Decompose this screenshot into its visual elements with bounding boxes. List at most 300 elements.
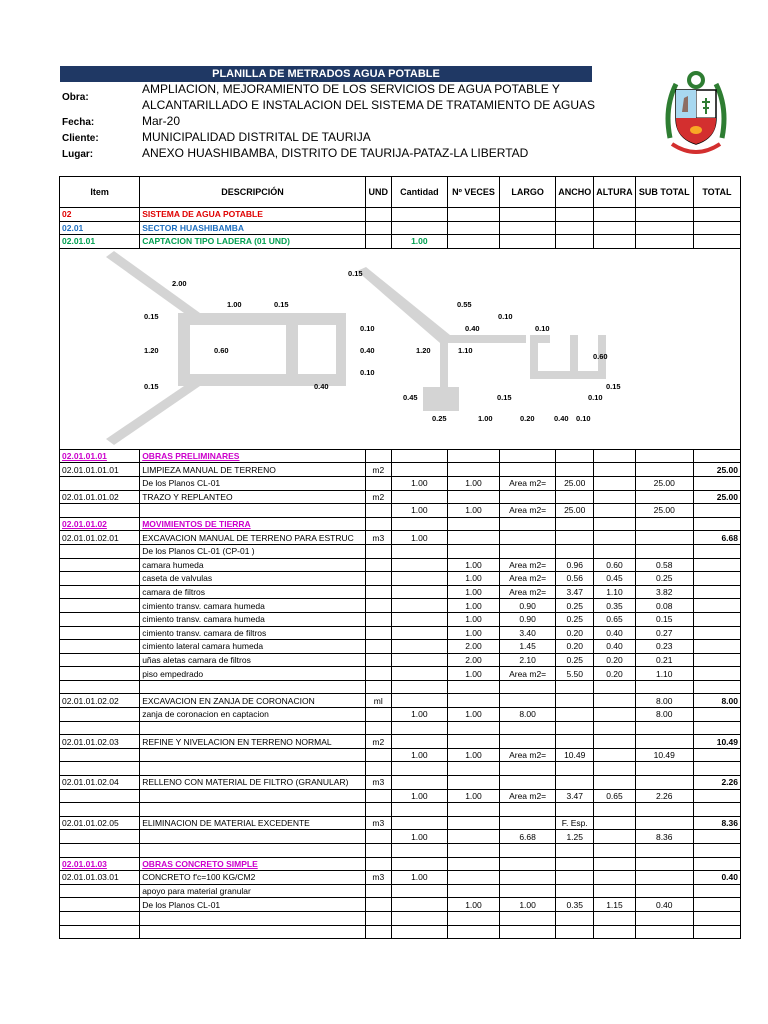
cell-largo xyxy=(500,449,556,463)
cell-largo xyxy=(500,680,556,694)
cell-veces: 1.00 xyxy=(447,599,499,613)
cell-item: 02.01.01.01.01 xyxy=(60,463,140,477)
cell-und xyxy=(365,449,391,463)
cell-cantidad: 1.00 xyxy=(391,708,447,722)
cell-descripcion: camara de filtros xyxy=(140,585,366,599)
cell-largo: Area m2= xyxy=(500,572,556,586)
cell-item xyxy=(60,789,140,803)
cell-ancho: 0.20 xyxy=(556,640,594,654)
col-subtotal: SUB TOTAL xyxy=(635,177,693,208)
cell-descripcion xyxy=(140,721,366,735)
cell-subtotal: 8.36 xyxy=(635,830,693,844)
cell-total xyxy=(693,449,740,463)
cell-descripcion xyxy=(140,680,366,694)
cell-ancho xyxy=(556,544,594,558)
dim-label: 1.20 xyxy=(144,345,159,355)
cell-altura: 0.20 xyxy=(594,653,635,667)
cell-und xyxy=(365,925,391,939)
cell-ancho xyxy=(556,680,594,694)
cell-und xyxy=(365,544,391,558)
cell-total xyxy=(693,517,740,531)
dim-label: 0.10 xyxy=(498,311,513,321)
cell-veces xyxy=(447,721,499,735)
section-desc: SECTOR HUASHIBAMBA xyxy=(140,221,366,235)
cell-total xyxy=(693,558,740,572)
cell-cantidad xyxy=(391,558,447,572)
section-cantidad: 1.00 xyxy=(391,235,447,249)
cell-veces xyxy=(447,680,499,694)
cell-veces xyxy=(447,884,499,898)
table-row xyxy=(60,708,741,722)
cell-veces: 1.00 xyxy=(447,612,499,626)
cell-cantidad xyxy=(391,721,447,735)
cell-total xyxy=(693,585,740,599)
dim-label: 1.10 xyxy=(458,345,473,355)
cell-largo: 8.00 xyxy=(500,708,556,722)
cell-cantidad xyxy=(391,816,447,830)
cell-altura xyxy=(594,517,635,531)
cell-cantidad xyxy=(391,803,447,817)
cell-ancho: 0.56 xyxy=(556,572,594,586)
cell-veces: 1.00 xyxy=(447,572,499,586)
cell-veces xyxy=(447,463,499,477)
cell-descripcion xyxy=(140,844,366,858)
cell-veces xyxy=(447,531,499,545)
cell-descripcion xyxy=(140,803,366,817)
dim-label: 0.20 xyxy=(520,413,535,423)
cell-cantidad xyxy=(391,517,447,531)
cell-total xyxy=(693,925,740,939)
cell-descripcion: CONCRETO f'c=100 KG/CM2 xyxy=(140,871,366,885)
cell-total xyxy=(693,857,740,871)
cell-total: 25.00 xyxy=(693,490,740,504)
cell-item xyxy=(60,830,140,844)
cell-subtotal xyxy=(635,884,693,898)
cell-altura xyxy=(594,748,635,762)
cell-item xyxy=(60,748,140,762)
cell-descripcion: OBRAS CONCRETO SIMPLE xyxy=(140,857,366,871)
cell-und: m2 xyxy=(365,490,391,504)
cell-veces xyxy=(447,735,499,749)
cell-ancho: 5.50 xyxy=(556,667,594,681)
cell-subtotal xyxy=(635,911,693,925)
table-row xyxy=(60,653,741,667)
cell-altura xyxy=(594,925,635,939)
table-row xyxy=(60,612,741,626)
cell-und xyxy=(365,708,391,722)
cell-descripcion: EXCAVACION MANUAL DE TERRENO PARA ESTRUC xyxy=(140,531,366,545)
cell-veces: 1.00 xyxy=(447,898,499,912)
dim-label: 0.55 xyxy=(457,299,472,309)
col-und: UND xyxy=(365,177,391,208)
cell-cantidad xyxy=(391,844,447,858)
cell-veces xyxy=(447,776,499,790)
cell-largo xyxy=(500,857,556,871)
cell-largo xyxy=(500,463,556,477)
table-row xyxy=(60,463,741,477)
cell-descripcion: De los Planos CL-01 (CP-01 ) xyxy=(140,544,366,558)
cell-item xyxy=(60,504,140,518)
cell-item xyxy=(60,572,140,586)
cell-largo xyxy=(500,816,556,830)
cell-total xyxy=(693,599,740,613)
cell-altura: 0.35 xyxy=(594,599,635,613)
cell-cantidad xyxy=(391,626,447,640)
cell-ancho xyxy=(556,449,594,463)
table-row xyxy=(60,667,741,681)
drawing-row xyxy=(60,248,741,449)
cell-cantidad xyxy=(391,680,447,694)
cell-total: 8.36 xyxy=(693,816,740,830)
table-row xyxy=(60,748,741,762)
cell-item: 02.01.01.02.04 xyxy=(60,776,140,790)
table-row xyxy=(60,531,741,545)
cell-veces: 1.00 xyxy=(447,504,499,518)
cell-cantidad: 1.00 xyxy=(391,789,447,803)
cell-ancho: 0.25 xyxy=(556,599,594,613)
obra-label: Obra: xyxy=(62,92,89,103)
cell-total xyxy=(693,911,740,925)
cell-subtotal: 0.08 xyxy=(635,599,693,613)
cell-item: 02.01.01.03.01 xyxy=(60,871,140,885)
col-altura: ALTURA xyxy=(594,177,635,208)
cell-total xyxy=(693,667,740,681)
cell-veces xyxy=(447,694,499,708)
cell-und xyxy=(365,803,391,817)
cell-subtotal: 1.10 xyxy=(635,667,693,681)
cell-veces: 1.00 xyxy=(447,476,499,490)
table-row xyxy=(60,803,741,817)
cell-ancho xyxy=(556,911,594,925)
cell-total xyxy=(693,721,740,735)
cell-ancho: 0.96 xyxy=(556,558,594,572)
cell-subtotal: 0.58 xyxy=(635,558,693,572)
cell-ancho xyxy=(556,721,594,735)
cell-altura xyxy=(594,776,635,790)
cell-ancho xyxy=(556,463,594,477)
cell-item xyxy=(60,898,140,912)
cell-altura: 0.65 xyxy=(594,612,635,626)
dim-label: 2.00 xyxy=(172,278,187,288)
cell-veces: 2.00 xyxy=(447,640,499,654)
cell-und xyxy=(365,504,391,518)
cell-ancho xyxy=(556,844,594,858)
table-row xyxy=(60,490,741,504)
cell-altura xyxy=(594,844,635,858)
cell-altura xyxy=(594,544,635,558)
cell-und xyxy=(365,572,391,586)
cell-und: ml xyxy=(365,694,391,708)
cell-ancho xyxy=(556,694,594,708)
section-row xyxy=(60,221,741,235)
cell-item xyxy=(60,803,140,817)
cell-item xyxy=(60,599,140,613)
cliente-label: Cliente: xyxy=(62,133,99,144)
cell-total: 0.40 xyxy=(693,871,740,885)
table-row xyxy=(60,816,741,830)
cell-cantidad xyxy=(391,599,447,613)
cell-cantidad xyxy=(391,585,447,599)
cell-ancho xyxy=(556,803,594,817)
cell-altura: 0.40 xyxy=(594,626,635,640)
dim-label: 0.10 xyxy=(588,392,603,402)
cell-veces xyxy=(447,830,499,844)
cell-veces xyxy=(447,490,499,504)
cell-altura xyxy=(594,680,635,694)
cell-descripcion xyxy=(140,762,366,776)
cell-altura xyxy=(594,476,635,490)
cell-subtotal xyxy=(635,463,693,477)
cell-altura: 0.40 xyxy=(594,640,635,654)
cell-total xyxy=(693,653,740,667)
col-cantidad: Cantidad xyxy=(391,177,447,208)
cell-largo: Area m2= xyxy=(500,789,556,803)
cell-descripcion: cimiento lateral camara humeda xyxy=(140,640,366,654)
cell-subtotal xyxy=(635,517,693,531)
table-row xyxy=(60,680,741,694)
cell-item xyxy=(60,585,140,599)
cell-item: 02.01.01.02.01 xyxy=(60,531,140,545)
cell-subtotal xyxy=(635,803,693,817)
cell-cantidad: 1.00 xyxy=(391,531,447,545)
cell-item xyxy=(60,626,140,640)
section-row xyxy=(60,208,741,222)
cell-item xyxy=(60,667,140,681)
cell-altura xyxy=(594,531,635,545)
cell-total xyxy=(693,884,740,898)
cell-subtotal xyxy=(635,925,693,939)
cell-ancho: 0.35 xyxy=(556,898,594,912)
cell-largo xyxy=(500,490,556,504)
cell-subtotal xyxy=(635,776,693,790)
cell-ancho: 25.00 xyxy=(556,476,594,490)
table-row xyxy=(60,898,741,912)
cell-subtotal: 8.00 xyxy=(635,694,693,708)
cell-item xyxy=(60,476,140,490)
cell-largo xyxy=(500,871,556,885)
col-item: Item xyxy=(60,177,140,208)
cell-altura xyxy=(594,911,635,925)
cell-subtotal xyxy=(635,721,693,735)
cell-cantidad: 1.00 xyxy=(391,830,447,844)
cell-veces: 1.00 xyxy=(447,708,499,722)
cell-veces: 1.00 xyxy=(447,748,499,762)
cell-altura xyxy=(594,708,635,722)
cell-und xyxy=(365,558,391,572)
dim-label: 0.15 xyxy=(348,268,363,278)
cell-subtotal: 0.25 xyxy=(635,572,693,586)
cell-subtotal xyxy=(635,871,693,885)
cell-cantidad xyxy=(391,490,447,504)
cell-veces: 1.00 xyxy=(447,789,499,803)
cell-total xyxy=(693,612,740,626)
cell-subtotal xyxy=(635,680,693,694)
cell-largo: Area m2= xyxy=(500,667,556,681)
cell-cantidad xyxy=(391,925,447,939)
section-desc: CAPTACION TIPO LADERA (01 UND) xyxy=(140,235,366,249)
dim-label: 1.00 xyxy=(227,299,242,309)
cell-cantidad xyxy=(391,463,447,477)
cell-item xyxy=(60,612,140,626)
cell-und xyxy=(365,599,391,613)
cell-largo xyxy=(500,735,556,749)
cell-descripcion: EXCAVACION EN ZANJA DE CORONACION xyxy=(140,694,366,708)
table-row xyxy=(60,735,741,749)
dim-label: 0.15 xyxy=(274,299,289,309)
cell-largo: 3.40 xyxy=(500,626,556,640)
cell-und xyxy=(365,476,391,490)
cell-ancho xyxy=(556,735,594,749)
cell-largo xyxy=(500,844,556,858)
cliente-value: MUNICIPALIDAD DISTRITAL DE TAURIJA xyxy=(142,130,371,144)
cell-und: m3 xyxy=(365,871,391,885)
dim-label: 0.10 xyxy=(360,367,375,377)
cell-und xyxy=(365,517,391,531)
cell-und xyxy=(365,830,391,844)
cell-subtotal xyxy=(635,762,693,776)
cell-ancho xyxy=(556,871,594,885)
cell-cantidad: 1.00 xyxy=(391,748,447,762)
cell-subtotal xyxy=(635,816,693,830)
cell-und xyxy=(365,721,391,735)
table-row xyxy=(60,572,741,586)
cell-total: 2.26 xyxy=(693,776,740,790)
cell-ancho xyxy=(556,517,594,531)
cell-subtotal xyxy=(635,544,693,558)
cell-item xyxy=(60,721,140,735)
cell-descripcion xyxy=(140,748,366,762)
cell-und: m3 xyxy=(365,776,391,790)
cell-descripcion xyxy=(140,925,366,939)
cell-largo xyxy=(500,531,556,545)
cell-altura xyxy=(594,504,635,518)
cell-descripcion: LIMPIEZA MANUAL DE TERRENO xyxy=(140,463,366,477)
cell-cantidad xyxy=(391,449,447,463)
cell-altura xyxy=(594,857,635,871)
cell-item: 02.01.01.03 xyxy=(60,857,140,871)
fecha-value: Mar-20 xyxy=(142,114,181,128)
peru-coat-of-arms-icon xyxy=(662,68,730,158)
cell-total xyxy=(693,803,740,817)
cell-ancho: 10.49 xyxy=(556,748,594,762)
captacion-plan-drawing xyxy=(60,249,740,449)
section-row xyxy=(60,235,741,249)
cell-veces: 1.00 xyxy=(447,626,499,640)
cell-item xyxy=(60,925,140,939)
cell-altura xyxy=(594,721,635,735)
cell-veces: 1.00 xyxy=(447,558,499,572)
cell-total xyxy=(693,476,740,490)
cell-veces xyxy=(447,925,499,939)
dim-label: 0.60 xyxy=(593,351,608,361)
cell-und xyxy=(365,748,391,762)
table-row xyxy=(60,476,741,490)
cell-veces xyxy=(447,762,499,776)
dim-label: 0.15 xyxy=(497,392,512,402)
section-item: 02 xyxy=(60,208,140,222)
cell-total xyxy=(693,748,740,762)
cell-cantidad xyxy=(391,694,447,708)
cell-item xyxy=(60,911,140,925)
table-row xyxy=(60,911,741,925)
cell-item xyxy=(60,884,140,898)
cell-veces xyxy=(447,803,499,817)
dim-label: 1.00 xyxy=(478,413,493,423)
cell-total xyxy=(693,504,740,518)
dim-label: 0.40 xyxy=(465,323,480,333)
cell-ancho xyxy=(556,857,594,871)
cell-descripcion: De los Planos CL-01 xyxy=(140,476,366,490)
cell-item: 02.01.01.01.02 xyxy=(60,490,140,504)
cell-und xyxy=(365,640,391,654)
cell-altura xyxy=(594,463,635,477)
cell-und xyxy=(365,844,391,858)
cell-total xyxy=(693,640,740,654)
dim-label: 0.60 xyxy=(214,345,229,355)
dim-label: 0.15 xyxy=(144,381,159,391)
cell-veces xyxy=(447,449,499,463)
cell-ancho: 0.20 xyxy=(556,626,594,640)
table-row xyxy=(60,585,741,599)
cell-largo xyxy=(500,517,556,531)
cell-subtotal xyxy=(635,449,693,463)
cell-und: m3 xyxy=(365,816,391,830)
cell-cantidad xyxy=(391,884,447,898)
cell-ancho: 0.25 xyxy=(556,653,594,667)
cell-descripcion: REFINE Y NIVELACION EN TERRENO NORMAL xyxy=(140,735,366,749)
cell-veces xyxy=(447,871,499,885)
table-row xyxy=(60,789,741,803)
cell-und xyxy=(365,898,391,912)
cell-cantidad xyxy=(391,544,447,558)
cell-total xyxy=(693,898,740,912)
cell-und xyxy=(365,653,391,667)
cell-cantidad xyxy=(391,612,447,626)
cell-total xyxy=(693,626,740,640)
cell-subtotal: 8.00 xyxy=(635,708,693,722)
cell-largo: 2.10 xyxy=(500,653,556,667)
sheet-title: PLANILLA DE METRADOS AGUA POTABLE xyxy=(60,66,592,82)
cell-total: 25.00 xyxy=(693,463,740,477)
obra-line-2: ALCANTARILLADO E INSTALACION DEL SISTEMA DE TRATAMIENTO DE AGUAS xyxy=(142,98,595,112)
cell-ancho xyxy=(556,531,594,545)
dim-label: 0.10 xyxy=(535,323,550,333)
cell-altura xyxy=(594,803,635,817)
cell-und xyxy=(365,762,391,776)
table-row xyxy=(60,925,741,939)
cell-descripcion: caseta de valvulas xyxy=(140,572,366,586)
cell-altura xyxy=(594,871,635,885)
cell-veces xyxy=(447,816,499,830)
table-row xyxy=(60,694,741,708)
cell-und xyxy=(365,612,391,626)
cell-largo: 1.45 xyxy=(500,640,556,654)
cell-descripcion: uñas aletas camara de filtros xyxy=(140,653,366,667)
section-item: 02.01 xyxy=(60,221,140,235)
dim-label: 0.40 xyxy=(314,381,329,391)
cell-und xyxy=(365,884,391,898)
cell-largo: 0.90 xyxy=(500,612,556,626)
cell-largo: 6.68 xyxy=(500,830,556,844)
cell-subtotal xyxy=(635,531,693,545)
cell-cantidad: 1.00 xyxy=(391,504,447,518)
table-row xyxy=(60,544,741,558)
cell-ancho xyxy=(556,762,594,776)
cell-cantidad xyxy=(391,857,447,871)
cell-und xyxy=(365,789,391,803)
cell-veces xyxy=(447,517,499,531)
col-veces: Nº VECES xyxy=(447,177,499,208)
